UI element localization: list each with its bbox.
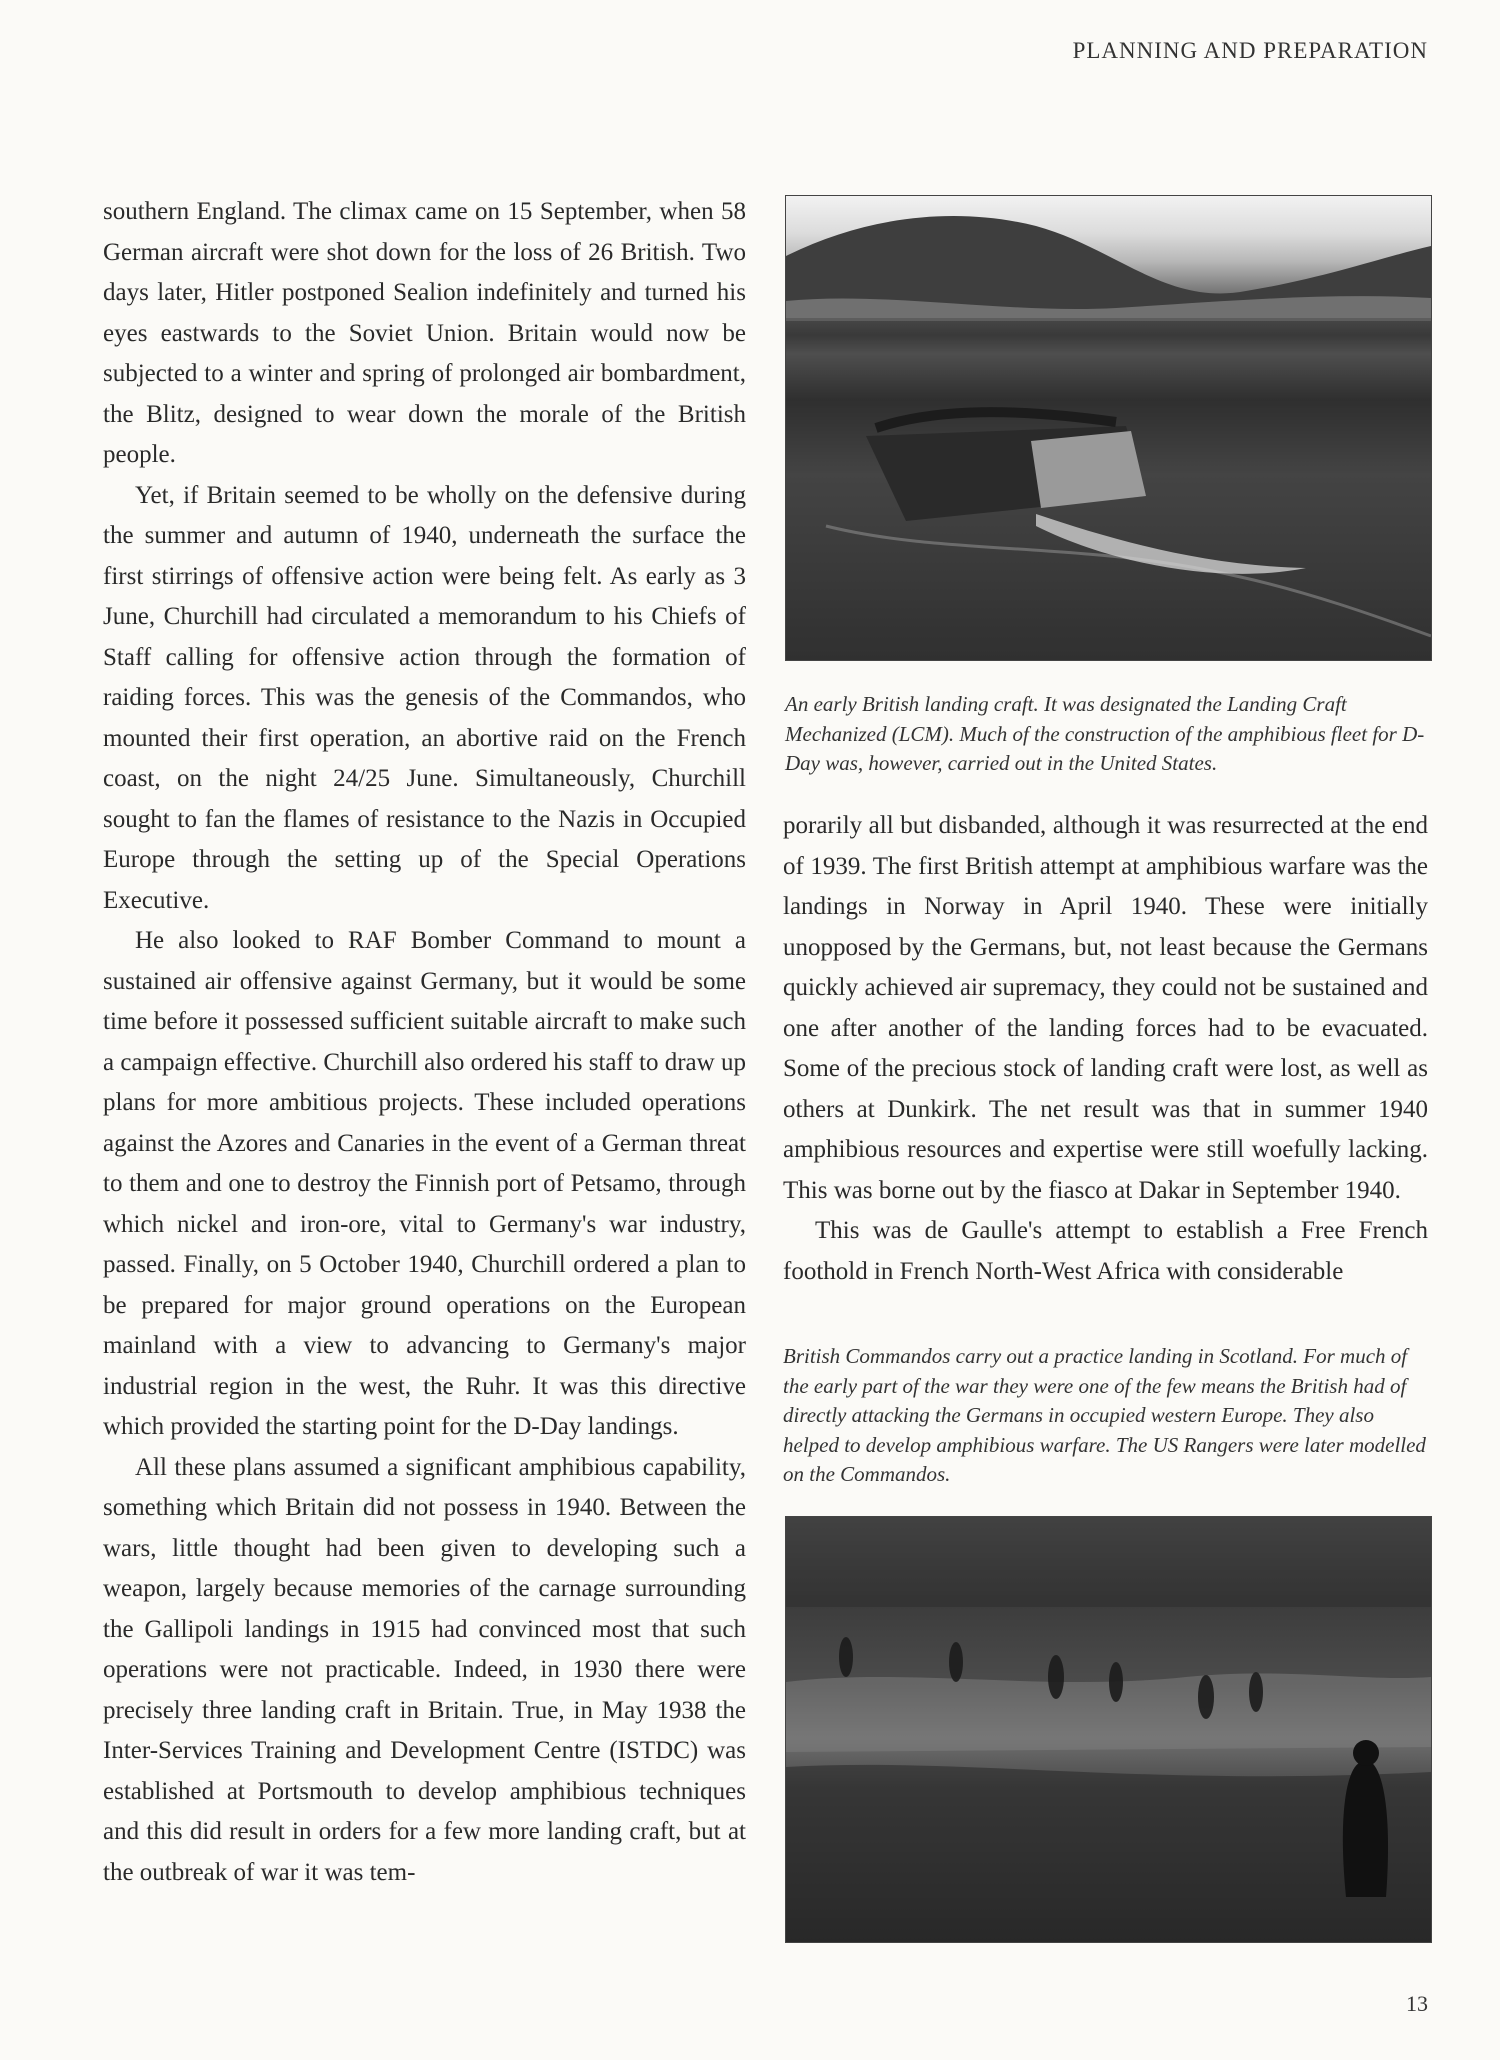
commandos-landing-photo bbox=[785, 1516, 1432, 1943]
landing-craft-photo bbox=[785, 195, 1432, 661]
running-head: PLANNING AND PREPARATION bbox=[1072, 38, 1428, 63]
body-paragraph: porarily all but disbanded, although it was resurrected at the end of 1939. The first British attempt at amphibious warfare was the landings in Norway in April 1940. These were initially unopposed by the Germans, but, not least because the Germans quickly achieved air supremacy, they could not be sustained and one after another of the landing forces had to be evacuated. Some of the precious stock of landing craft were lost, as well as others at Dunkirk. The net result was that in summer 1940 amphibious resources and expertise were still woefully lacking. This was borne out by the fiasco at Dakar in September 1940. bbox=[783, 812, 1428, 1204]
commandos-caption: British Commandos carry out a practice landing in Scotland. For much of the early part of the war they were one of the few means the British had of directly attacking the Germans in occupied western Europe. They also helped to develop amphibious warfare. The US Rangers were later modelled on the Commandos. bbox=[783, 1344, 1426, 1486]
body-paragraph: All these plans assumed a significant amphibious capability, something which Britain did not possess in 1940. Between the wars, little thought had been given to developing such a weapon, largely because memories of the carnage surrounding the Gallipoli landings in 1915 had convinced most that such operations were not practicable. Indeed, in 1930 there were precisely three landing craft in Britain. True, in May 1938 the Inter-Services Training and Development Centre (ISTDC) was established at Portsmouth to develop amphibious techniques and this did result in orders for a few more landing craft, but at the outbreak of war it was tem- bbox=[103, 1453, 746, 1886]
body-paragraph: He also looked to RAF Bomber Command to mount a sustained air offensive against Germany, but it would be some time before it possessed sufficient suitable aircraft to make such a campaign effective. Churchill also ordered his staff to draw up plans for more ambitious projects. These included operations against the Azores and Canaries in the event of a German threat to them and one to destroy the Finnish port of Petsamo, through which nickel and iron-ore, vital to Germany's war industry, passed. Finally, on 5 October 1940, Churchill ordered a plan to be prepared for major ground operations on the European mainland with a view to advancing to Germany's major industrial region in the west, the Ruhr. It was this directive which provided the starting point for the D-Day landings. bbox=[103, 927, 746, 1440]
commandos-illustration bbox=[786, 1517, 1431, 1942]
body-paragraph: southern England. The climax came on 15 September, when 58 German aircraft were shot down for the loss of 26 British. Two days later, Hitler postponed Sealion indefinitely and turned his eyes eastwards to the Soviet Union. Britain would now be subjected to a winter and spring of prolonged air bombardment, the Blitz, designed to wear down the morale of the British people. bbox=[103, 198, 746, 468]
body-paragraph: This was de Gaulle's attempt to establish a Free French foothold in French North-West Africa with considerable bbox=[783, 1217, 1428, 1285]
landing-craft-caption: An early British landing craft. It was designated the Landing Craft Mechanized (LCM). Much of the construction of the amphibious fleet for D-Day was, however, carried out in the United States. bbox=[785, 692, 1425, 775]
page-number: 13 bbox=[1406, 1991, 1428, 2016]
left-column bbox=[103, 192, 746, 1893]
right-column bbox=[783, 806, 1428, 1292]
landing-craft-illustration bbox=[786, 196, 1431, 660]
body-paragraph: Yet, if Britain seemed to be wholly on the defensive during the summer and autumn of 1940, underneath the surface the first stirrings of offensive action were being felt. As early as 3 June, Churchill had circulated a memorandum to his Chiefs of Staff calling for offensive action through the formation of raiding forces. This was the genesis of the Commandos, who mounted their first operation, an abortive raid on the French coast, on the night 24/25 June. Simultaneously, Churchill sought to fan the flames of resistance to the Nazis in Occupied Europe through the setting up of the Special Operations Executive. bbox=[103, 481, 746, 914]
